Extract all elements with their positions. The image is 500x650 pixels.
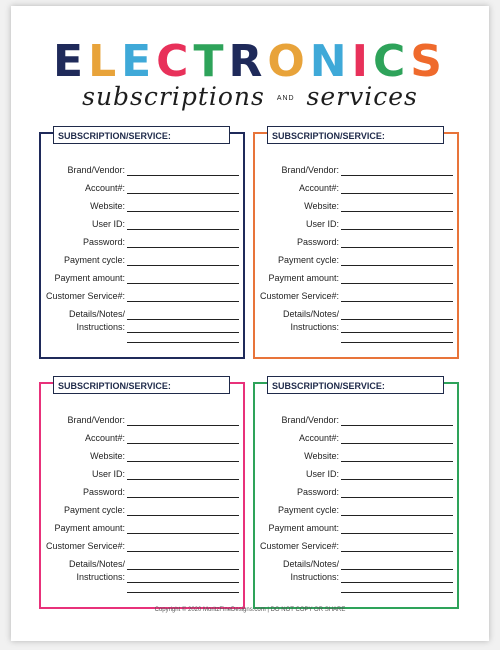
field-row bbox=[41, 451, 243, 463]
notes-input-line[interactable] bbox=[341, 592, 453, 593]
field-label: Password: bbox=[82, 487, 125, 497]
field-input-line[interactable] bbox=[127, 533, 239, 534]
field-input-line[interactable] bbox=[341, 425, 453, 426]
title-letter: C bbox=[156, 36, 194, 87]
title-letter: S bbox=[410, 36, 447, 87]
field-row bbox=[255, 505, 457, 517]
field-label: Account#: bbox=[84, 433, 125, 443]
field-label: Instructions: bbox=[76, 572, 125, 582]
field-label: Customer Service#: bbox=[45, 541, 125, 551]
field-input-line[interactable] bbox=[341, 193, 453, 194]
field-row bbox=[255, 183, 457, 195]
field-label: Instructions: bbox=[76, 322, 125, 332]
card-header: SUBSCRIPTION/SERVICE: bbox=[53, 376, 230, 394]
field-row bbox=[41, 183, 243, 195]
subtitle-left: subscriptions bbox=[82, 82, 265, 111]
field-input-line[interactable] bbox=[341, 479, 453, 480]
title-letter: E bbox=[121, 36, 157, 87]
worksheet-page bbox=[11, 6, 489, 641]
field-label: Payment amount: bbox=[268, 523, 339, 533]
field-label: Customer Service#: bbox=[259, 291, 339, 301]
title-letter: T bbox=[193, 36, 229, 87]
field-label: Payment cycle: bbox=[63, 505, 125, 515]
field-row bbox=[41, 415, 243, 427]
field-row bbox=[41, 505, 243, 517]
field-row bbox=[41, 273, 243, 285]
field-label: Details/Notes/ bbox=[282, 309, 339, 319]
field-row bbox=[41, 219, 243, 231]
field-input-line[interactable] bbox=[341, 551, 453, 552]
field-input-line[interactable] bbox=[127, 515, 239, 516]
field-label: Account#: bbox=[84, 183, 125, 193]
service-card bbox=[39, 132, 245, 359]
field-input-line[interactable] bbox=[127, 247, 239, 248]
field-row bbox=[255, 469, 457, 481]
field-input-line[interactable] bbox=[127, 301, 239, 302]
field-label: Password: bbox=[296, 237, 339, 247]
field-label: Website: bbox=[304, 451, 339, 461]
field-input-line[interactable] bbox=[341, 301, 453, 302]
field-label: Website: bbox=[90, 451, 125, 461]
notes-input-line[interactable] bbox=[127, 592, 239, 593]
field-input-line[interactable] bbox=[341, 265, 453, 266]
field-input-line[interactable] bbox=[341, 533, 453, 534]
field-input-line[interactable] bbox=[341, 283, 453, 284]
field-label: Brand/Vendor: bbox=[281, 165, 339, 175]
field-label: Brand/Vendor: bbox=[67, 165, 125, 175]
subtitle-and: AND bbox=[276, 95, 295, 102]
field-input-line[interactable] bbox=[127, 229, 239, 230]
title-letter: C bbox=[372, 36, 411, 87]
field-row bbox=[255, 451, 457, 463]
field-input-line[interactable] bbox=[127, 461, 239, 462]
field-label: Brand/Vendor: bbox=[281, 415, 339, 425]
field-row bbox=[255, 415, 457, 427]
service-card bbox=[253, 132, 459, 359]
field-row bbox=[255, 541, 457, 553]
field-label: Payment amount: bbox=[54, 523, 125, 533]
notes-input-line[interactable] bbox=[341, 332, 453, 333]
field-row bbox=[41, 237, 243, 249]
field-input-line[interactable] bbox=[127, 211, 239, 212]
card-header: SUBSCRIPTION/SERVICE: bbox=[267, 376, 444, 394]
field-input-line[interactable] bbox=[341, 569, 453, 570]
service-card bbox=[253, 382, 459, 609]
field-row bbox=[255, 523, 457, 535]
field-label: Instructions: bbox=[290, 572, 339, 582]
field-label: Account#: bbox=[298, 183, 339, 193]
field-row bbox=[255, 165, 457, 177]
field-label: Instructions: bbox=[290, 322, 339, 332]
field-row bbox=[255, 433, 457, 445]
field-label: Password: bbox=[82, 237, 125, 247]
field-label: Account#: bbox=[298, 433, 339, 443]
title-letter: N bbox=[309, 36, 352, 87]
field-label: User ID: bbox=[91, 469, 125, 479]
field-label: User ID: bbox=[305, 469, 339, 479]
card-header: SUBSCRIPTION/SERVICE: bbox=[53, 126, 230, 144]
notes-input-line[interactable] bbox=[127, 342, 239, 343]
field-input-line[interactable] bbox=[341, 443, 453, 444]
page-subtitle bbox=[11, 82, 489, 111]
field-input-line[interactable] bbox=[127, 479, 239, 480]
field-input-line[interactable] bbox=[341, 229, 453, 230]
title-letter: R bbox=[228, 36, 268, 87]
field-row bbox=[41, 255, 243, 267]
service-card bbox=[39, 382, 245, 609]
field-input-line[interactable] bbox=[341, 319, 453, 320]
field-row bbox=[41, 523, 243, 535]
title-letter: O bbox=[267, 36, 310, 87]
notes-input-line[interactable] bbox=[127, 332, 239, 333]
field-label: Brand/Vendor: bbox=[67, 415, 125, 425]
field-input-line[interactable] bbox=[127, 175, 239, 176]
field-row bbox=[41, 487, 243, 499]
field-row bbox=[255, 237, 457, 249]
field-row bbox=[255, 201, 457, 213]
page-title bbox=[11, 36, 489, 88]
field-row bbox=[255, 309, 457, 321]
field-row bbox=[41, 309, 243, 321]
field-label: Payment cycle: bbox=[277, 505, 339, 515]
notes-input-line[interactable] bbox=[127, 582, 239, 583]
field-row bbox=[41, 165, 243, 177]
field-row bbox=[255, 487, 457, 499]
notes-input-line[interactable] bbox=[341, 342, 453, 343]
field-row bbox=[255, 255, 457, 267]
field-input-line[interactable] bbox=[127, 319, 239, 320]
field-input-line[interactable] bbox=[127, 497, 239, 498]
field-label: Password: bbox=[296, 487, 339, 497]
field-input-line[interactable] bbox=[341, 211, 453, 212]
field-row bbox=[41, 201, 243, 213]
field-input-line[interactable] bbox=[127, 265, 239, 266]
field-label: Payment amount: bbox=[268, 273, 339, 283]
field-row bbox=[255, 291, 457, 303]
field-input-line[interactable] bbox=[127, 443, 239, 444]
field-label: Payment cycle: bbox=[277, 255, 339, 265]
card-header: SUBSCRIPTION/SERVICE: bbox=[267, 126, 444, 144]
field-input-line[interactable] bbox=[127, 425, 239, 426]
title-letter: L bbox=[88, 36, 122, 87]
field-input-line[interactable] bbox=[127, 551, 239, 552]
copyright-footer: Copyright © 2020 MoritzFineDesigns.com | DO NOT COPY OR SHARE bbox=[154, 607, 346, 613]
subtitle-right: services bbox=[306, 82, 418, 111]
field-label: Website: bbox=[304, 201, 339, 211]
title-letter: E bbox=[53, 36, 89, 87]
field-label: User ID: bbox=[91, 219, 125, 229]
field-row bbox=[255, 559, 457, 571]
title-letter: I bbox=[351, 36, 373, 87]
field-label: Details/Notes/ bbox=[68, 559, 125, 569]
field-label: Payment amount: bbox=[54, 273, 125, 283]
field-label: Details/Notes/ bbox=[68, 309, 125, 319]
field-label: Customer Service#: bbox=[45, 291, 125, 301]
field-row bbox=[41, 541, 243, 553]
field-label: Details/Notes/ bbox=[282, 559, 339, 569]
field-label: Website: bbox=[90, 201, 125, 211]
field-row bbox=[255, 273, 457, 285]
field-input-line[interactable] bbox=[127, 569, 239, 570]
field-row bbox=[41, 291, 243, 303]
notes-input-line[interactable] bbox=[341, 582, 453, 583]
field-row bbox=[41, 433, 243, 445]
field-input-line[interactable] bbox=[341, 175, 453, 176]
field-row bbox=[41, 559, 243, 571]
field-input-line[interactable] bbox=[341, 247, 453, 248]
field-input-line[interactable] bbox=[341, 461, 453, 462]
field-input-line[interactable] bbox=[341, 515, 453, 516]
field-row bbox=[41, 469, 243, 481]
field-label: Customer Service#: bbox=[259, 541, 339, 551]
field-label: User ID: bbox=[305, 219, 339, 229]
field-input-line[interactable] bbox=[341, 497, 453, 498]
field-label: Payment cycle: bbox=[63, 255, 125, 265]
field-input-line[interactable] bbox=[127, 193, 239, 194]
field-row bbox=[255, 219, 457, 231]
field-input-line[interactable] bbox=[127, 283, 239, 284]
